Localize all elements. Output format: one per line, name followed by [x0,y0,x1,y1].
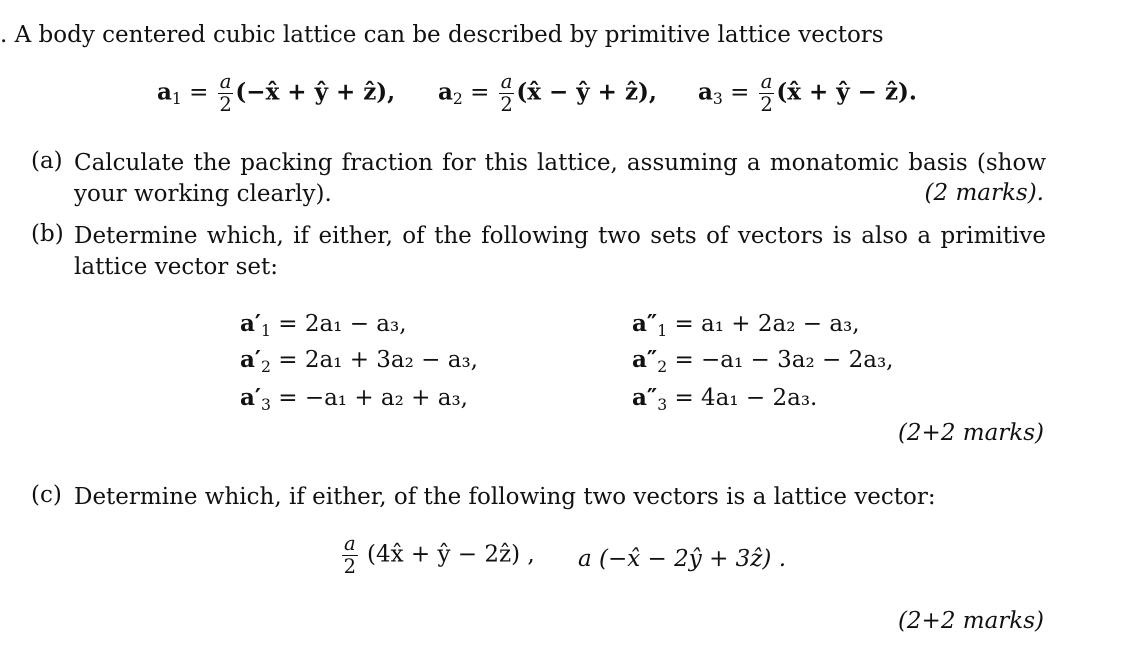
set1-rhs: = −a₁ + a₂ + a₃, [278,385,468,411]
part-b-text: Determine which, if either, of the following two sets of vectors is also a primitive lattice vector set: [74,223,1046,280]
a1-fraction [218,72,234,115]
a3-den: 2 [760,92,773,116]
part-c-label: (c) [31,482,62,508]
part-a-marks: (2 marks). [924,180,1044,206]
part-c-text: Determine which, if either, of the following two vectors is a lattice vector: [74,484,936,510]
set2-lhs: a″ [632,384,658,411]
set2-rhs: = −a₁ − 3a₂ − 2a₃, [674,347,894,373]
set1-lhs: a′ [240,310,261,337]
set2-lhs: a″ [632,310,658,337]
set1-row-2 [240,346,478,376]
vector-c2: a (−x̂ − 2ŷ + 3ẑ) . [578,546,786,572]
c1-den: 2 [343,554,357,578]
set2-row-2 [632,346,894,376]
a2-rest: (x̂ − ŷ + ẑ), [516,78,657,106]
set2-sub: 3 [657,394,668,414]
set2-row-3 [632,384,818,414]
c1-num: a [344,532,356,555]
set2-sub: 2 [657,356,668,376]
a2-name: a [438,78,453,106]
set1-sub: 3 [260,394,271,414]
a2-den: 2 [500,92,513,116]
part-b-marks: (2+2 marks) [897,420,1044,446]
a1-rest: (−x̂ + ŷ + ẑ), [235,78,396,106]
intro-text: . A body centered cubic lattice can be described by primitive lattice vectors [0,22,884,48]
part-c-marks: (2+2 marks) [897,608,1044,634]
set1-lhs: a′ [240,384,261,411]
a3-num: a [760,70,773,93]
a3-name: a [698,78,713,106]
set2-lhs: a″ [632,346,658,373]
a2-fraction [499,72,515,115]
c1-fraction [342,534,358,577]
a2-num: a [500,70,513,93]
c1-rest: (4x̂ + ŷ − 2ẑ) , [366,541,535,568]
a1-sub: 1 [171,89,182,109]
a3-sub: 3 [712,89,723,109]
a1-den: 2 [219,92,232,116]
set1-sub: 2 [260,356,271,376]
set2-row-1 [632,310,860,340]
a2-sub: 2 [452,89,463,109]
set1-rhs: = 2a₁ + 3a₂ − a₃, [278,347,478,373]
set2-sub: 1 [657,320,668,340]
set1-rhs: = 2a₁ − a₃, [278,311,407,337]
set2-rhs: = 4a₁ − 2a₃. [674,385,818,411]
a1-num: a [219,70,232,93]
part-a-label: (a) [31,148,63,174]
part-a-text: Calculate the packing fraction for this lattice, assuming a monatomic basis (show your working clearly). [74,150,1046,207]
a3-fraction [759,72,775,115]
part-b-label: (b) [31,221,64,247]
set1-row-3 [240,384,468,414]
set1-row-1 [240,310,407,340]
a1-name: a [157,78,172,106]
vector-a1: $a_1$ = $\frac{a}{2}$ (−x̂ + ŷ + ẑ), [157,70,396,116]
vector-a3: $a_3$ = $\frac{a}{2}$ (x̂ + ŷ − ẑ). [698,70,917,116]
vector-c1 [340,534,535,577]
vector-a2: $a_2$ = $\frac{a}{2}$ (x̂ − ŷ + ẑ), [438,70,657,116]
set2-rhs: = a₁ + 2a₂ − a₃, [674,311,860,337]
set1-sub: 1 [260,320,271,340]
a3-rest: (x̂ + ŷ − ẑ). [776,78,917,106]
set1-lhs: a′ [240,346,261,373]
